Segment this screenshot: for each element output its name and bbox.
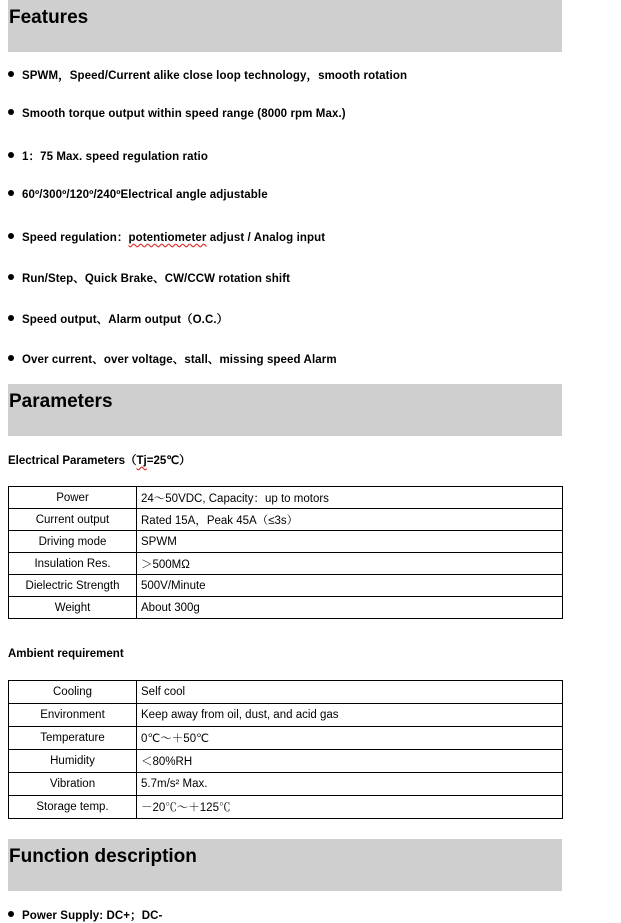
- feature-item: 60º/300º/120º/240ºElectrical angle adjustable: [8, 189, 268, 201]
- param-value: About 300g: [137, 597, 563, 619]
- param-value: SPWM: [137, 531, 563, 553]
- bullet-icon: [8, 190, 14, 196]
- function-title: Function description: [9, 846, 197, 867]
- param-key: Insulation Res.: [9, 553, 137, 575]
- function-item: Power Supply: DC+；DC-: [8, 907, 162, 923]
- table-row: [9, 597, 563, 619]
- feature-item: SPWM，Speed/Current alike close loop technology，smooth rotation: [8, 67, 407, 83]
- bullet-icon: [8, 71, 14, 77]
- param-key: Storage temp.: [9, 796, 137, 819]
- param-value: ＞500MΩ: [137, 553, 563, 575]
- table-row: [9, 509, 563, 531]
- param-key: Temperature: [9, 727, 137, 750]
- param-key: Environment: [9, 704, 137, 727]
- feature-item: Speed regulation：potentiometer adjust / Analog input: [8, 229, 325, 245]
- feature-item: Over current、over voltage、stall、missing speed Alarm: [8, 351, 337, 367]
- table-row: [9, 681, 563, 704]
- param-value: 500V/Minute: [137, 575, 563, 597]
- param-value: 0℃～＋50℃: [137, 727, 563, 750]
- param-value: －20℃～＋125℃: [137, 796, 563, 819]
- electrical-params-table: [8, 486, 563, 619]
- bullet-icon: [8, 355, 14, 361]
- param-key: Weight: [9, 597, 137, 619]
- parameters-title: Parameters: [9, 391, 113, 412]
- table-row: [9, 531, 563, 553]
- param-key: Humidity: [9, 750, 137, 773]
- param-key: Power: [9, 487, 137, 509]
- param-value: ＜80%RH: [137, 750, 563, 773]
- ambient-table: [8, 680, 563, 819]
- feature-item: Speed output、Alarm output（O.C.）: [8, 311, 228, 327]
- function-header: [8, 839, 562, 891]
- table-row: [9, 750, 563, 773]
- feature-item: Smooth torque output within speed range (8000 rpm Max.): [8, 108, 346, 120]
- electrical-params-label: Electrical Parameters（Tj=25℃）: [8, 455, 191, 467]
- param-key: Vibration: [9, 773, 137, 796]
- param-key: Cooling: [9, 681, 137, 704]
- bullet-icon: [8, 152, 14, 158]
- param-key: Dielectric Strength: [9, 575, 137, 597]
- param-value: Self cool: [137, 681, 563, 704]
- bullet-icon: [8, 233, 14, 239]
- param-value: 24～50VDC, Capacity：up to motors: [137, 487, 563, 509]
- param-value: Rated 15A，Peak 45A（≤3s）: [137, 509, 563, 531]
- features-header: [8, 0, 562, 52]
- table-row: [9, 727, 563, 750]
- table-row: [9, 487, 563, 509]
- param-value: 5.7m/s² Max.: [137, 773, 563, 796]
- param-key: Driving mode: [9, 531, 137, 553]
- table-row: [9, 704, 563, 727]
- bullet-icon: [8, 315, 14, 321]
- ambient-label: Ambient requirement: [8, 648, 124, 660]
- param-value: Keep away from oil, dust, and acid gas: [137, 704, 563, 727]
- bullet-icon: [8, 911, 14, 917]
- spellcheck-word: potentiometer: [128, 232, 207, 244]
- table-row: [9, 553, 563, 575]
- table-row: [9, 773, 563, 796]
- param-key: Current output: [9, 509, 137, 531]
- table-row: [9, 796, 563, 819]
- feature-item: 1：75 Max. speed regulation ratio: [8, 148, 208, 164]
- features-title: Features: [9, 7, 89, 28]
- bullet-icon: [8, 109, 14, 115]
- bullet-icon: [8, 274, 14, 280]
- feature-item: Run/Step、Quick Brake、CW/CCW rotation shift: [8, 270, 290, 286]
- table-row: [9, 575, 563, 597]
- parameters-header: [8, 384, 562, 436]
